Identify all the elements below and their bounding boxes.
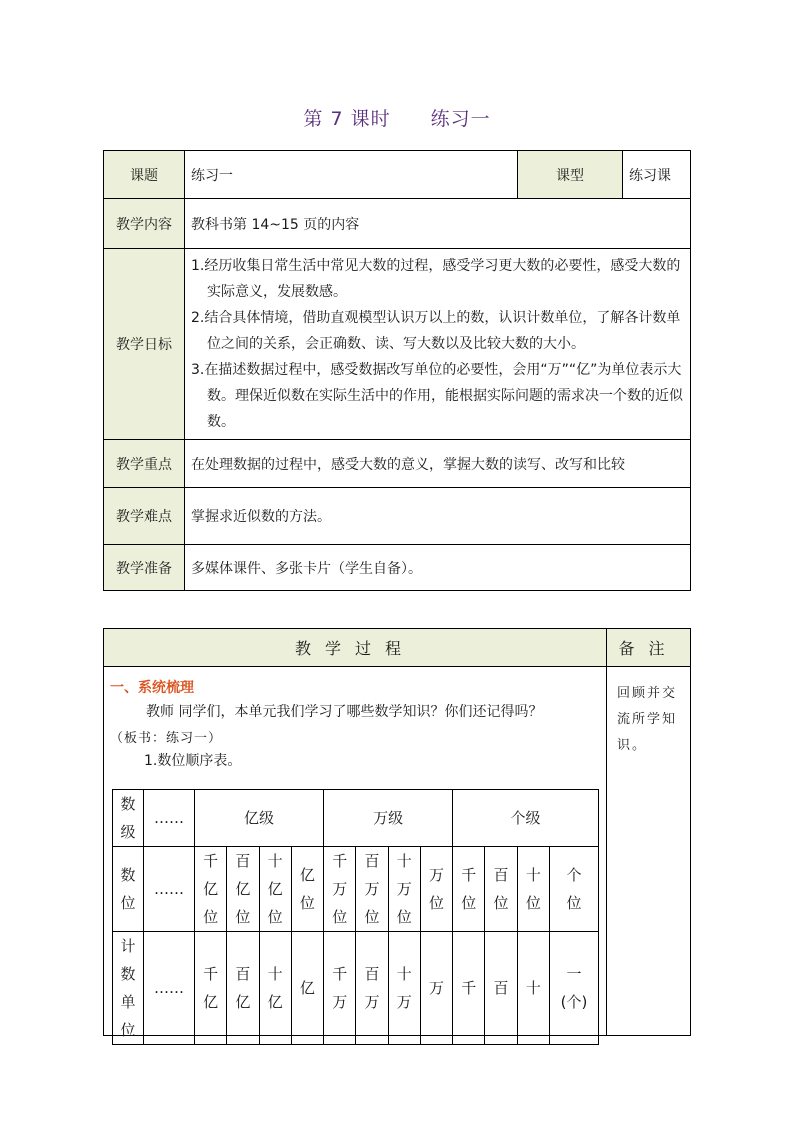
level-ge: 个级 <box>453 790 599 847</box>
place-cell: 个 位 <box>550 847 599 932</box>
section-heading: 一、系统梳理 <box>110 680 194 696</box>
level-yi: 亿级 <box>195 790 324 847</box>
row-label-place: 数 位 <box>113 847 144 932</box>
teacher-line: 教师 同学们，本单元我们学习了哪些数学知识？你们还记得吗？ <box>146 704 543 720</box>
ellipsis: …… <box>144 932 195 1045</box>
topic-value: 练习一 <box>185 151 518 199</box>
place-cell: 千 亿 位 <box>195 847 227 932</box>
unit-cell: 万 <box>420 932 452 1045</box>
key-value: 在处理数据的过程中，感受大数的意义，掌握大数的读写、改写和比较 <box>185 440 691 488</box>
unit-cell: 千 <box>453 932 485 1045</box>
place-cell: 十 位 <box>517 847 549 932</box>
remark-note: 回顾并交流所学知识。 <box>607 667 691 1036</box>
key-label: 教学重点 <box>104 440 185 488</box>
lesson-number: 第 7 课时 <box>303 108 391 130</box>
topic-label: 课题 <box>104 151 185 199</box>
process-header: 教学过程 <box>104 629 607 667</box>
unit-cell: 百 亿 <box>227 932 259 1045</box>
level-wan: 万级 <box>324 790 453 847</box>
unit-cell: 千 万 <box>324 932 356 1045</box>
type-label: 课型 <box>518 151 623 199</box>
prep-value: 多媒体课件、多张卡片（学生自备）。 <box>185 545 691 591</box>
difficulty-value: 掌握求近似数的方法。 <box>185 488 691 545</box>
lesson-info-table <box>103 150 691 591</box>
process-body <box>104 667 607 1039</box>
row-label-unit: 计 数 单 位 <box>113 932 144 1045</box>
unit-row <box>113 932 599 1045</box>
place-cell: 亿 位 <box>291 847 323 932</box>
place-cell: 十 亿 位 <box>259 847 291 932</box>
unit-cell: 百 万 <box>356 932 388 1045</box>
item-heading: 1.数位顺序表。 <box>144 753 242 769</box>
goal-item: 1.经历收集日常生活中常见大数的过程，感受学习更大数的必要性，感受大数的实际意义，发展数感。 <box>191 258 681 300</box>
goals-label: 教学日标 <box>104 249 185 440</box>
place-cell: 百 亿 位 <box>227 847 259 932</box>
goal-item: 3.在描述数据过程中，感受数据改写单位的必要性，会用“万”“亿”为单位表示大数。理保近似数在实际生活中的作用，能根据实际问题的需求决一个数的近似数。 <box>191 362 683 430</box>
ellipsis: …… <box>144 790 195 847</box>
unit-cell: 千 亿 <box>195 932 227 1045</box>
row-label-level: 数 级 <box>113 790 144 847</box>
board-note: （板书：练习一） <box>110 731 223 746</box>
place-cell: 千 万 位 <box>324 847 356 932</box>
goal-item: 2.结合具体情境，借助直观模型认识万以上的数，认识计数单位，了解各计数单位之间的关系，会正确数、读、写大数以及比较大数的大小。 <box>191 310 681 352</box>
prep-label: 教学准备 <box>104 545 185 591</box>
page-title <box>0 104 794 131</box>
type-value: 练习课 <box>623 151 691 199</box>
place-cell: 百 万 位 <box>356 847 388 932</box>
unit-cell: 十 亿 <box>259 932 291 1045</box>
difficulty-label: 教学难点 <box>104 488 185 545</box>
note-header: 备注 <box>607 629 691 667</box>
place-cell: 百 位 <box>485 847 517 932</box>
unit-cell: 十 <box>517 932 549 1045</box>
place-cell: 千 位 <box>453 847 485 932</box>
place-value-table <box>112 789 599 1045</box>
place-row <box>113 847 599 932</box>
ellipsis: …… <box>144 847 195 932</box>
unit-cell: 亿 <box>291 932 323 1045</box>
lesson-name: 练习一 <box>430 108 491 130</box>
unit-cell: 十 万 <box>388 932 420 1045</box>
place-cell: 万 位 <box>420 847 452 932</box>
content-value: 教科书第 14~15 页的内容 <box>185 199 691 249</box>
unit-cell: 一 (个) <box>550 932 599 1045</box>
content-label: 教学内容 <box>104 199 185 249</box>
teaching-process-table <box>103 628 691 1039</box>
goals-list <box>185 249 691 440</box>
place-cell: 十 万 位 <box>388 847 420 932</box>
unit-cell: 百 <box>485 932 517 1045</box>
